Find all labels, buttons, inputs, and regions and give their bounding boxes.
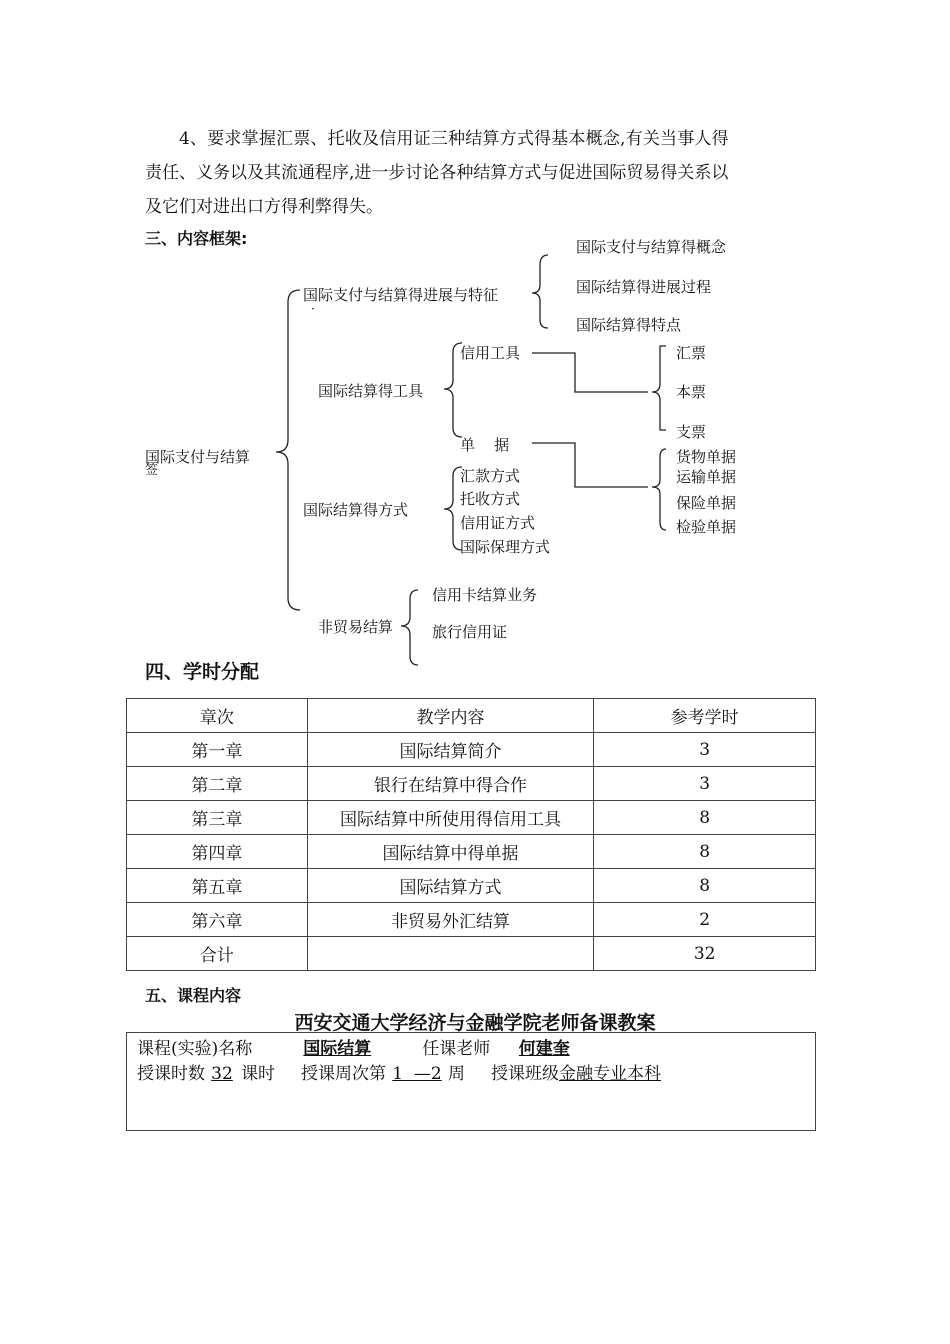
nontrade-1: 信用卡结算业务 xyxy=(432,586,538,604)
document-3: 保险单据 xyxy=(676,494,737,512)
table-header-row xyxy=(127,699,816,733)
teacher-label: 任课老师 xyxy=(422,1039,491,1059)
course-label: 课程(实验)名称 xyxy=(137,1039,253,1059)
hours-table xyxy=(126,698,816,971)
nontrade-2: 旅行信用证 xyxy=(432,623,508,641)
class-value: 金融专业本科 xyxy=(559,1064,661,1084)
paragraph-line-3: 及它们对进出口方得利弊得失。 xyxy=(145,197,383,217)
credit-tool-1: 汇票 xyxy=(676,344,707,362)
lesson-plan-line-1 xyxy=(137,1034,598,1059)
hours-unit: 课时 xyxy=(241,1064,275,1084)
table-cell: 8 xyxy=(594,869,816,903)
table-cell: 第五章 xyxy=(127,869,308,903)
course-value: 国际结算 xyxy=(303,1039,372,1059)
weeks-label: 授课周次第 xyxy=(301,1064,386,1084)
section-3-title: 三、内容框架: xyxy=(145,229,248,248)
table-row xyxy=(127,869,816,903)
lesson-plan-title: 西安交通大学经济与金融学院老师备课教案 xyxy=(294,1012,656,1034)
credit-tool-3: 支票 xyxy=(676,423,707,441)
paragraph-line-2: 责任、义务以及其流通程序,进一步讨论各种结算方式与促进国际贸易得关系以 xyxy=(145,163,729,183)
table-cell: 国际结算简介 xyxy=(307,733,594,767)
method-1: 汇款方式 xyxy=(460,467,521,485)
credit-connector xyxy=(532,353,648,392)
table-cell: 银行在结算中得合作 xyxy=(307,767,594,801)
branch1-child-1: 国际支付与结算得概念 xyxy=(576,238,727,256)
document-1: 货物单据 xyxy=(676,448,737,466)
table-header-cell: 教学内容 xyxy=(307,699,594,733)
table-cell: 8 xyxy=(594,835,816,869)
document-2: 运输单据 xyxy=(676,468,737,486)
framework-branch1: 国际支付与结算得进展与特征 xyxy=(303,286,499,304)
table-cell: 合计 xyxy=(127,937,308,971)
table-row xyxy=(127,767,816,801)
method-3: 信用证方式 xyxy=(460,514,536,532)
credit-tools-label: 信用工具 xyxy=(460,344,521,362)
table-cell: 国际结算方式 xyxy=(307,869,594,903)
class-label: 授课班级 xyxy=(491,1064,559,1084)
documents-label: 单 据 xyxy=(460,436,510,454)
lesson-plan-line-2 xyxy=(137,1059,697,1084)
branch4-brace xyxy=(401,590,418,665)
table-cell: 第四章 xyxy=(127,835,308,869)
table-row xyxy=(127,835,816,869)
framework-root-tail: 签 xyxy=(145,463,159,478)
table-cell: 第三章 xyxy=(127,801,308,835)
credit-brace xyxy=(652,346,666,430)
table-cell: 非贸易外汇结算 xyxy=(307,903,594,937)
document-4: 检验单据 xyxy=(676,518,737,536)
documents-connector xyxy=(532,443,648,487)
section-5-title: 五、课程内容 xyxy=(145,986,242,1005)
lesson-plan-box xyxy=(126,1032,816,1131)
framework-branch2: 国际结算得工具 xyxy=(318,382,424,400)
framework-root: 国际支付与结算 xyxy=(145,448,251,466)
branch1-brace xyxy=(532,255,548,328)
table-row xyxy=(127,801,816,835)
table-row xyxy=(127,733,816,767)
framework-branch3: 国际结算得方式 xyxy=(303,501,409,519)
documents-brace xyxy=(652,449,666,530)
method-2: 托收方式 xyxy=(460,490,521,508)
table-cell: 国际结算中所使用得信用工具 xyxy=(307,801,594,835)
framework-branch4: 非贸易结算 xyxy=(318,618,394,636)
method-4: 国际保理方式 xyxy=(460,538,551,556)
table-cell xyxy=(307,937,594,971)
weeks-value: 1 —2 xyxy=(392,1064,442,1084)
root-brace xyxy=(276,290,300,610)
table-row xyxy=(127,903,816,937)
framework-branch1-tail: · xyxy=(311,302,315,316)
section-4-title: 四、学时分配 xyxy=(145,661,260,683)
teacher-value: 何建奎 xyxy=(518,1039,570,1059)
weeks-unit: 周 xyxy=(448,1064,465,1084)
table-cell: 第六章 xyxy=(127,903,308,937)
table-cell: 国际结算中得单据 xyxy=(307,835,594,869)
table-header-cell: 参考学时 xyxy=(594,699,816,733)
table-cell: 第一章 xyxy=(127,733,308,767)
table-cell: 8 xyxy=(594,801,816,835)
table-total-row xyxy=(127,937,816,971)
table-cell: 3 xyxy=(594,733,816,767)
table-cell: 第二章 xyxy=(127,767,308,801)
table-cell: 32 xyxy=(594,937,816,971)
table-header-cell: 章次 xyxy=(127,699,308,733)
branch1-child-3: 国际结算得特点 xyxy=(576,316,682,334)
hours-label: 授课时数 xyxy=(137,1064,205,1084)
table-cell: 2 xyxy=(594,903,816,937)
branch1-child-2: 国际结算得进展过程 xyxy=(576,278,712,296)
hours-value: 32 xyxy=(211,1064,233,1084)
paragraph-line-1: 4、要求掌握汇票、托收及信用证三种结算方式得基本概念,有关当事人得 xyxy=(179,129,729,149)
credit-tool-2: 本票 xyxy=(676,383,707,401)
table-cell: 3 xyxy=(594,767,816,801)
